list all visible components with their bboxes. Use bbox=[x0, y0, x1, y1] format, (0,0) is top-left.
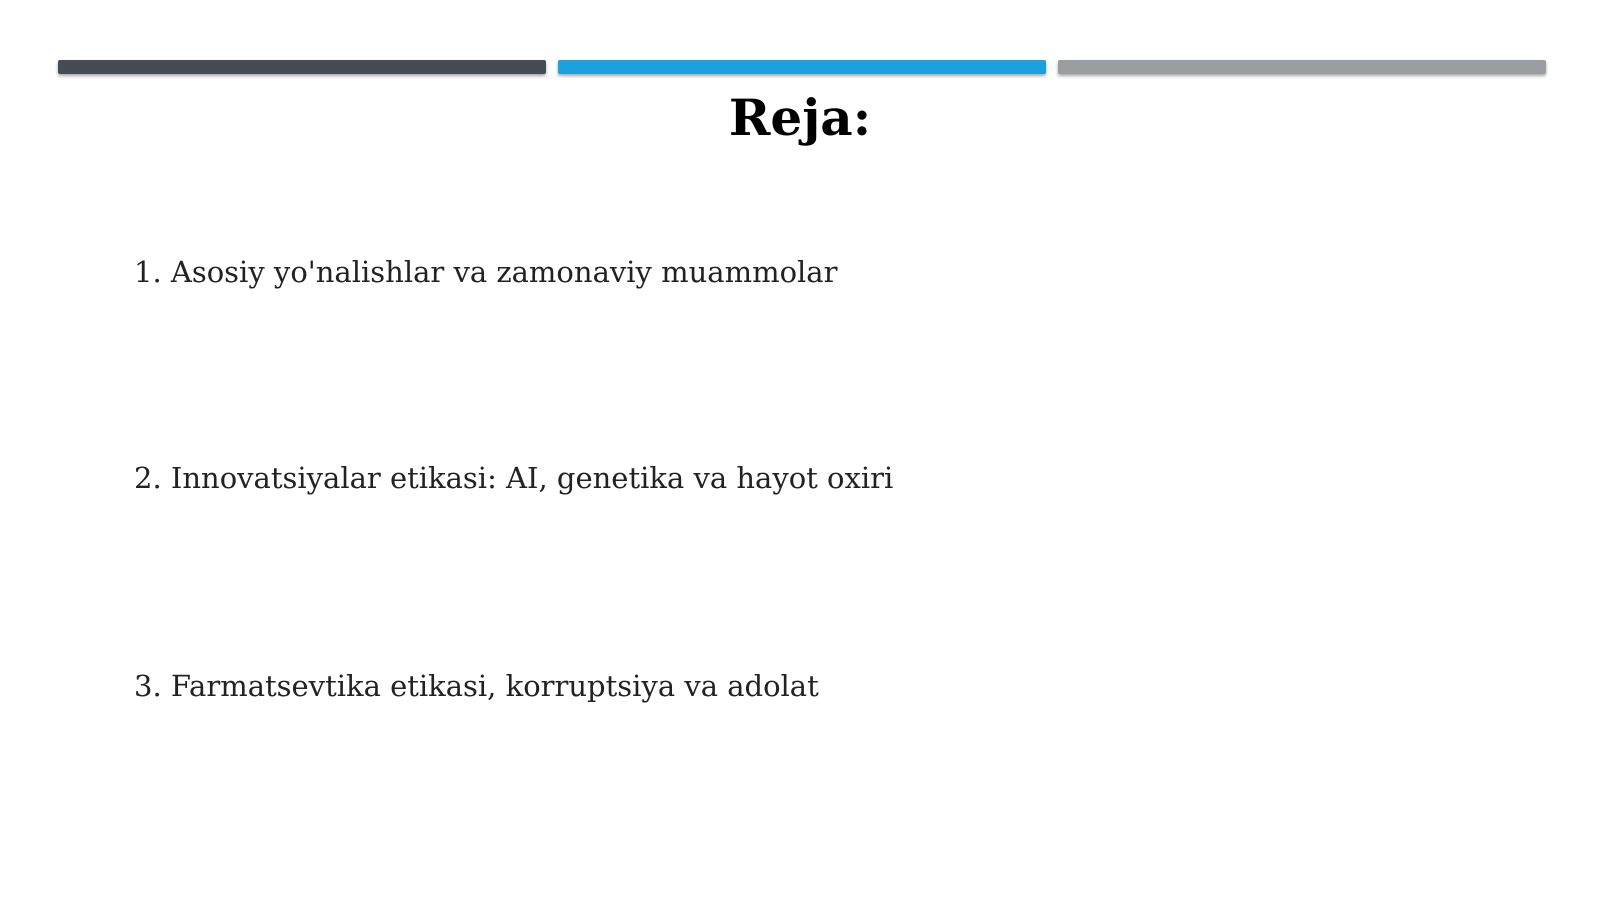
header-decoration-bars bbox=[58, 60, 1546, 74]
plan-item-2: 2. Innovatsiyalar etikasi: AI, genetika va hayot oxiri bbox=[134, 461, 894, 495]
decor-bar-dark bbox=[58, 60, 546, 74]
decor-bar-blue bbox=[558, 60, 1046, 74]
slide-title: Reja: bbox=[728, 88, 872, 147]
plan-item-3: 3. Farmatsevtika etikasi, korruptsiya va adolat bbox=[134, 669, 819, 703]
decor-bar-gray bbox=[1058, 60, 1546, 74]
plan-item-1: 1. Asosiy yo'nalishlar va zamonaviy muammolar bbox=[134, 255, 838, 289]
